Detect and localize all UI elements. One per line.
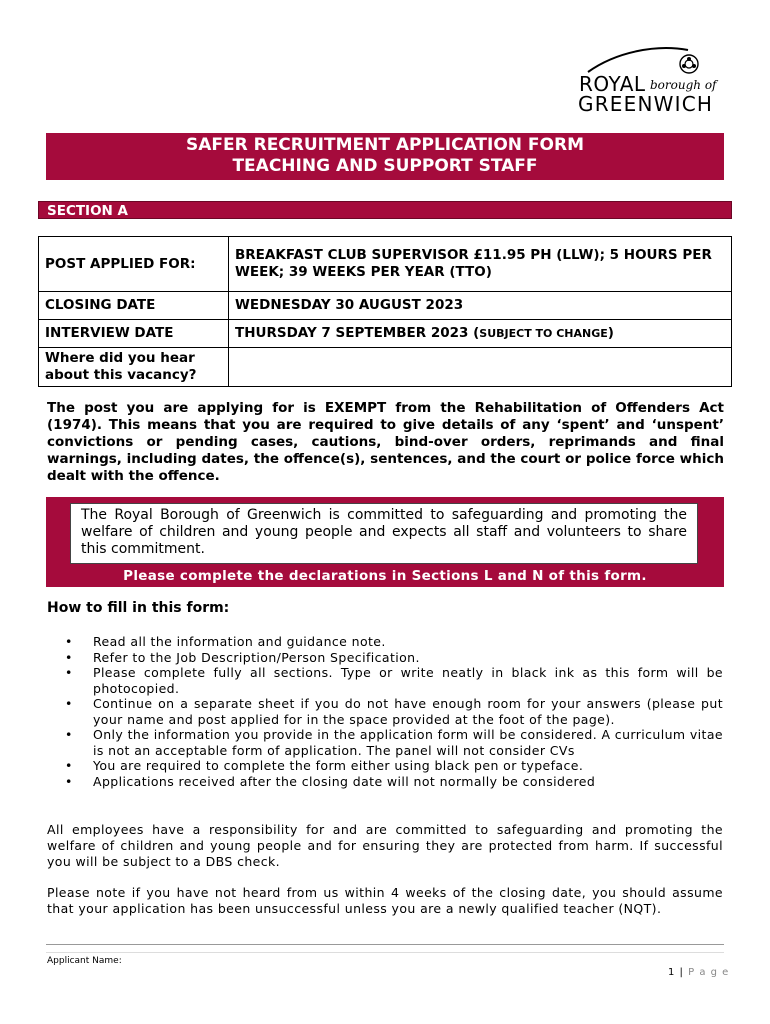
post-applied-label: POST APPLIED FOR: bbox=[39, 237, 229, 292]
interview-date-value bbox=[229, 320, 732, 348]
interview-date-close: ) bbox=[607, 325, 614, 341]
footer-divider-light bbox=[46, 952, 724, 953]
bullet-icon: • bbox=[65, 773, 73, 789]
bullet-icon: • bbox=[65, 634, 73, 649]
bullet-icon: • bbox=[65, 727, 73, 742]
form-title-line-2: TEACHING AND SUPPORT STAFF bbox=[232, 156, 538, 176]
bullet-icon: • bbox=[65, 696, 73, 711]
page-word: P a g e bbox=[688, 967, 730, 978]
list-item: • Applications received after the closing date will not normally be considered bbox=[65, 773, 596, 789]
table-row bbox=[39, 348, 732, 387]
applicant-name-label: Applicant Name: bbox=[47, 956, 122, 966]
how-to-fill-heading: How to fill in this form: bbox=[47, 600, 230, 616]
list-item: • You are required to complete the form either using black pen or typeface. bbox=[65, 758, 584, 773]
interview-date-text: THURSDAY 7 SEPTEMBER 2023 ( bbox=[235, 325, 480, 341]
unsuccessful-notice-paragraph: Please note if you have not heard from us within 4 weeks of the closing date, you should assume that your application has been unsuccessful unless you are a newly qualified teacher (NQT). bbox=[47, 885, 723, 916]
bullet-icon: • bbox=[65, 758, 73, 773]
instructions-list bbox=[47, 634, 723, 789]
bullet-icon: • bbox=[65, 649, 73, 665]
table-row bbox=[39, 320, 732, 348]
safeguarding-statement: The Royal Borough of Greenwich is committed to safeguarding and promoting the welfare of children and young people and expects all staff and volunteers to share this commitment. bbox=[70, 503, 698, 564]
interview-date-note: SUBJECT TO CHANGE bbox=[479, 327, 608, 340]
royal-greenwich-logo bbox=[576, 42, 728, 114]
logo-greenwich-text: GREENWICH bbox=[578, 92, 714, 116]
page-number-value: 1 bbox=[668, 967, 676, 978]
closing-date-label: CLOSING DATE bbox=[39, 292, 229, 320]
post-info-table bbox=[38, 236, 732, 387]
interview-date-label: INTERVIEW DATE bbox=[39, 320, 229, 348]
form-title-banner bbox=[46, 133, 724, 180]
list-item: • Read all the information and guidance note. bbox=[65, 634, 386, 649]
table-row bbox=[39, 292, 732, 320]
list-item: • Continue on a separate sheet if you do not have enough room for your answers (please put your name and post applied for in the space provided at the foot of the page). bbox=[65, 696, 723, 727]
page-number bbox=[668, 967, 729, 978]
bullet-icon: • bbox=[65, 665, 73, 680]
footer-divider bbox=[46, 944, 724, 945]
list-item: • Only the information you provide in the application form will be considered. A curriculum vitae is not an acceptable form of application. The panel will not consider CVs bbox=[65, 727, 723, 758]
declaration-instruction: Please complete the declarations in Sections L and N of this form. bbox=[123, 568, 647, 584]
logo-borough-text: borough of bbox=[650, 78, 717, 92]
table-row bbox=[39, 237, 732, 292]
section-a-heading: SECTION A bbox=[38, 201, 732, 219]
form-title-line-1: SAFER RECRUITMENT APPLICATION FORM bbox=[185, 135, 585, 155]
list-item: • Refer to the Job Description/Person Specification. bbox=[65, 649, 420, 665]
list-item: • Please complete fully all sections. Type or write neatly in black ink as this form will be photocopied. bbox=[65, 665, 723, 696]
page-separator: | bbox=[675, 967, 689, 978]
closing-date-value: WEDNESDAY 30 AUGUST 2023 bbox=[229, 292, 732, 320]
safeguarding-responsibility-paragraph: All employees have a responsibility for and are committed to safeguarding and promoting the welfare of children and young people and for ensuring they are protected from harm. If successful you will be subject to a DBS check. bbox=[47, 822, 723, 869]
vacancy-source-label: Where did you hear about this vacancy? bbox=[39, 348, 229, 387]
logo-royal-text: ROYAL bbox=[579, 72, 646, 96]
vacancy-source-field[interactable] bbox=[229, 348, 732, 387]
post-applied-value: BREAKFAST CLUB SUPERVISOR £11.95 PH (LLW); 5 HOURS PER WEEK; 39 WEEKS PER YEAR (TTO) bbox=[229, 237, 732, 292]
rehabilitation-exempt-notice: The post you are applying for is EXEMPT from the Rehabilitation of Offenders Act (1974). This means that you are required to give details of any ‘spent’ and ‘unspent’ convictions or pending cases, cautions, bind-over orders, reprimands and final warnings, including dates, the offence(s), sentences, and the court or police force which dealt with the offence. bbox=[47, 400, 724, 484]
